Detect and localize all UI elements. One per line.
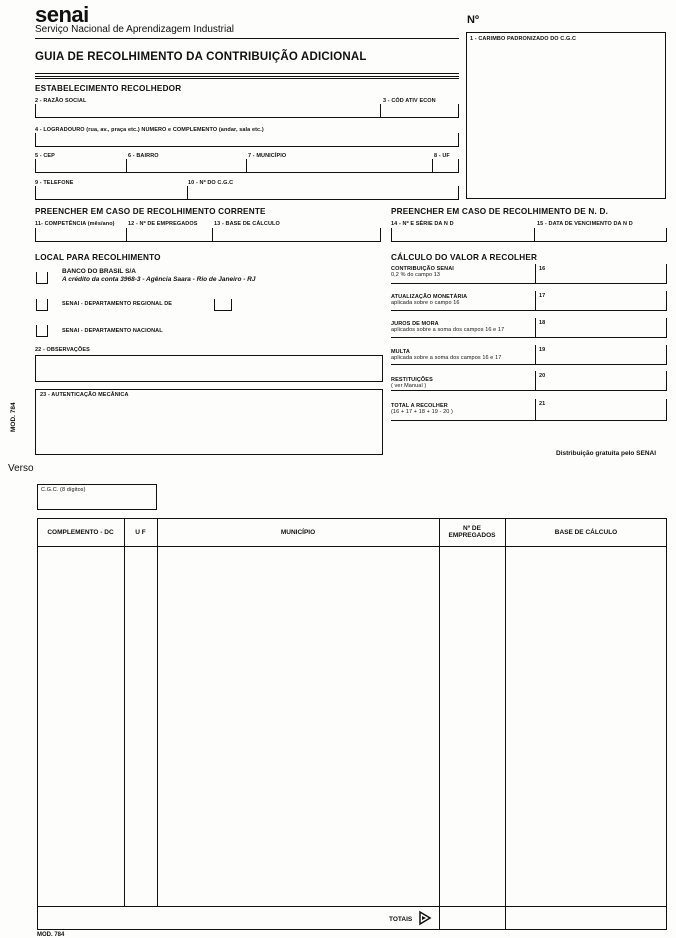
razao-social-field[interactable] [35,104,381,118]
verso-cgc-label: C.G.C. (8 dígitos) [41,487,86,493]
calc-19-title: MULTA [391,349,410,355]
calc-18-field[interactable] [535,318,667,338]
calc-17-title: ATUALIZAÇÃO MONETÁRIA [391,294,468,300]
autenticacao-label: 23 - AUTENTICAÇÃO MECÂNICA [40,392,129,398]
stamp-box[interactable] [466,32,666,199]
base-calculo-field[interactable] [213,228,381,242]
verso-header-rule [37,546,667,547]
calc-17-number: 17 [539,293,546,299]
logradouro-label: 4 - LOGRADOURO (rua, av., praça etc.) NUMERO e COMPLEMENTO (andar, sala etc.) [35,127,264,133]
calc-19-number: 19 [539,347,546,353]
calc-16-field[interactable] [535,264,667,284]
telefone-label: 9 - TELEFONE [35,180,74,186]
base-calculo-label: 13 - BASE DE CÁLCULO [214,221,280,227]
org-name: Serviço Nacional de Aprendizagem Industrial [35,24,234,35]
banco-checkbox[interactable] [36,272,48,284]
local-heading: LOCAL PARA RECOLHIMENTO [35,253,161,262]
verso-title: Verso [8,463,34,474]
title-rule-1 [35,73,459,74]
competencia-label: 11- COMPETÊNCIA (mês/ano) [35,221,115,227]
calc-20-number: 20 [539,373,546,379]
verso-col-div-3 [439,518,440,930]
mod-label-back: MOD. 784 [37,932,65,938]
calc-16-number: 16 [539,266,546,272]
header-rule [35,38,459,39]
verso-col-base: BASE DE CÁLCULO [554,529,618,536]
verso-totals-rule [37,906,667,907]
verso-col-uf: U F [135,529,146,536]
nd-heading: PREENCHER EM CASO DE RECOLHIMENTO DE N. D. [391,207,609,216]
observacoes-label: 22 - OBSERVAÇÕES [35,347,90,353]
verso-col-municipio: MUNICÍPIO [280,529,316,536]
verso-col-empregados: Nº DE EMPREGADOS [448,525,496,539]
stamp-box-label: 1 - CARIMBO PADRONIZADO DO C.G.C [470,36,577,42]
calc-16-rule [391,283,535,284]
bairro-field[interactable] [127,159,247,173]
calc-20-desc: ( ver Manual ) [391,383,427,389]
municipio-label: 7 - MUNICÍPIO [248,153,287,159]
calc-21-rule [391,420,535,421]
competencia-field[interactable] [35,228,127,242]
title-rule-3 [35,78,459,79]
bairro-label: 6 - BAIRRO [128,153,159,159]
calc-17-desc: aplicada sobre o campo 16 [391,300,460,306]
calc-18-title: JUROS DE MORA [391,321,439,327]
number-label: Nº [467,14,479,26]
bank-name: BANCO DO BRASIL S/A [62,268,136,275]
razao-social-label: 2 - RAZÃO SOCIAL [35,98,87,104]
cgc-label: 10 - Nº DO C.G.C [188,180,234,186]
municipio-field[interactable] [247,159,433,173]
cep-label: 5 - CEP [35,153,55,159]
calc-17-rule [391,310,535,311]
observacoes-field[interactable] [35,355,383,382]
nacional-checkbox[interactable] [36,325,48,337]
calc-18-rule [391,337,535,338]
verso-col-div-4 [505,518,506,930]
verso-col-complemento: COMPLEMENTO - DC [47,529,114,536]
nd-vencimento-label: 15 - DATA DE VENCIMENTO DA N D [537,221,633,227]
logradouro-field[interactable] [35,133,459,147]
cep-field[interactable] [35,159,127,173]
cod-ativ-label: 3 - CÓD ATIV ECON [383,98,436,104]
calc-21-field[interactable] [535,399,667,421]
form-title: GUIA DE RECOLHIMENTO DA CONTRIBUIÇÃO ADICIONAL [35,51,367,63]
calc-18-desc: aplicados sobre a soma dos campos 16 e 17 [391,327,505,333]
cod-ativ-field[interactable] [381,104,459,118]
verso-table[interactable] [37,518,667,930]
telefone-field[interactable] [35,186,188,200]
title-rule-2 [35,76,459,77]
regional-field[interactable] [214,299,232,311]
autenticacao-box[interactable] [35,389,383,455]
verso-col-div-2 [157,518,158,906]
calc-20-rule [391,390,535,391]
calc-21-desc: (16 + 17 + 18 + 19 - 20 ) [391,409,453,415]
empregados-field[interactable] [127,228,213,242]
mod-label-front: MOD. 784 [10,402,17,432]
calc-16-title: CONTRIBUIÇÃO SENAI [391,266,454,272]
calc-19-desc: aplicada sobre a soma dos campos 16 e 17 [391,355,502,361]
calc-16-desc: 0,2 % do campo 13 [391,272,441,278]
calc-18-number: 18 [539,320,546,326]
calculo-heading: CÁLCULO DO VALOR A RECOLHER [391,253,538,262]
calc-21-number: 21 [539,401,546,407]
uf-label: 8 - UF [434,153,450,159]
corrente-heading: PREENCHER EM CASO DE RECOLHIMENTO CORRENTE [35,207,266,216]
regional-label: SENAI - DEPARTAMENTO REGIONAL DE [62,301,173,307]
estabelecimento-heading: ESTABELECIMENTO RECOLHEDOR [35,84,182,93]
nd-serie-field[interactable] [391,228,535,242]
regional-checkbox[interactable] [36,299,48,311]
uf-field[interactable] [433,159,459,173]
bank-credit: A crédito da conta 3968-3 - Agência Saara - Rio de Janeiro - RJ [62,276,256,283]
calc-19-rule [391,364,535,365]
verso-col-div-1 [124,518,125,906]
cgc-field[interactable] [188,186,459,200]
calc-17-field[interactable] [535,291,667,311]
calc-20-field[interactable] [535,371,667,391]
nacional-label: SENAI - DEPARTAMENTO NACIONAL [62,328,163,334]
nd-serie-label: 14 - Nº E SÉRIE DA N D [391,221,454,227]
calc-19-field[interactable] [535,345,667,365]
calc-21-title: TOTAL A RECOLHER [391,403,448,409]
brand-logo: senai [35,2,89,27]
distribution-note: Distribuição gratuita pelo SENAI [556,450,657,457]
nd-vencimento-field[interactable] [535,228,667,242]
calc-20-title: RESTITUIÇÕES [391,377,433,383]
arrow-right-icon [418,910,432,926]
empregados-label: 12 - Nº DE EMPREGADOS [128,221,198,227]
verso-totals-label: TOTAIS [389,916,413,923]
